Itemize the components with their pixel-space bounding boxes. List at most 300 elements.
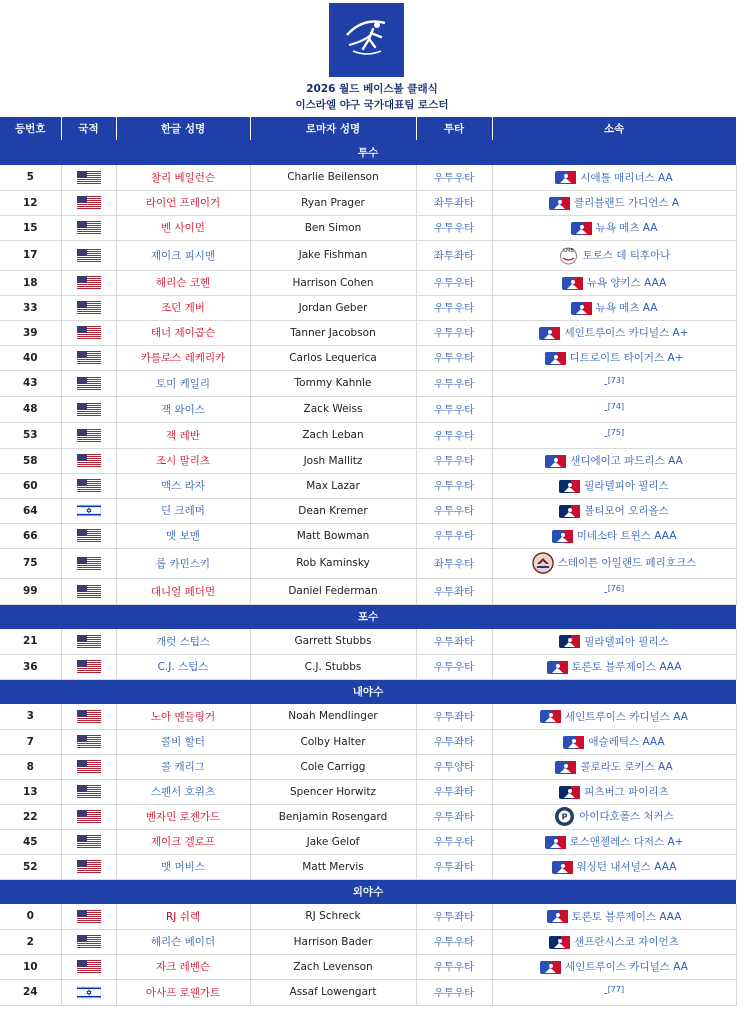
player-number: 39 <box>0 320 61 345</box>
team-name-link[interactable]: 워싱턴 내셔널스 AAA <box>576 861 677 873</box>
team-cell <box>492 779 736 804</box>
player-name-roman: Jake Gelof <box>250 829 416 854</box>
team-cell <box>492 654 736 679</box>
player-name-roman: Matt Bowman <box>250 523 416 548</box>
team-cell <box>492 954 736 979</box>
bats-throws-link[interactable]: 우투우타 <box>416 523 492 548</box>
section-title: 포수 <box>0 604 736 629</box>
mlb-logo-icon <box>545 455 570 467</box>
player-number: 5 <box>0 165 61 190</box>
player-number: 7 <box>0 729 61 754</box>
mlb-logo-icon <box>555 761 580 773</box>
team-name-link[interactable]: 필라델피아 필리스 <box>584 480 669 492</box>
roster-body <box>0 140 736 1005</box>
team-name-link[interactable]: 세인트루이스 카디널스 AA <box>565 710 688 723</box>
table-row <box>0 523 736 548</box>
table-row <box>0 804 736 829</box>
team-cell <box>492 704 736 729</box>
player-number: 45 <box>0 829 61 854</box>
team-name-link[interactable]: 뉴욕 메츠 AA <box>595 222 658 234</box>
team-cell <box>492 370 736 396</box>
mlb-logo-icon <box>540 711 565 723</box>
mlb-logo-icon <box>540 961 565 973</box>
team-name-link[interactable]: 로스앤젤레스 다저스 A+ <box>569 836 684 848</box>
player-name-korean-link[interactable]: 콜 캐리그 <box>116 754 250 779</box>
team-name-link[interactable]: 세인트루이스 카디널스 A+ <box>564 327 689 339</box>
section-header-row <box>0 604 736 629</box>
player-name-korean-link[interactable]: 잭 와이스 <box>116 396 250 422</box>
usa-flag-icon <box>77 197 101 209</box>
player-name-korean-link[interactable]: 잭 레반 <box>116 422 250 448</box>
bats-throws-link[interactable]: 우투우타 <box>416 320 492 345</box>
usa-flag-icon <box>77 861 101 873</box>
bats-throws-link[interactable]: 우투우타 <box>416 165 492 190</box>
player-name-roman: Harrison Bader <box>250 929 416 954</box>
table-row <box>0 729 736 754</box>
mlb-logo-icon <box>552 861 577 873</box>
bats-throws-link[interactable]: 우투우타 <box>416 654 492 679</box>
team-name-link[interactable]: 피츠버그 파이리츠 <box>584 786 669 798</box>
usa-flag-icon <box>77 557 101 569</box>
citation-link[interactable]: [77] <box>607 984 625 994</box>
nationality-cell <box>61 754 116 779</box>
table-row <box>0 954 736 979</box>
player-name-korean-link[interactable]: 콜비 할터 <box>116 729 250 754</box>
mlb-logo-icon <box>562 277 587 289</box>
usa-flag-icon <box>77 429 101 441</box>
nationality-cell <box>61 979 116 1005</box>
player-name-roman: RJ Schreck <box>250 904 416 929</box>
player-name-roman: Charlie Beilenson <box>250 165 416 190</box>
player-name-korean-link[interactable]: 토미 케일리 <box>116 370 250 396</box>
table-row <box>0 240 736 270</box>
player-name-roman: Harrison Cohen <box>250 270 416 295</box>
player-name-korean-link[interactable]: 태너 제이콥슨 <box>116 320 250 345</box>
table-row <box>0 578 736 604</box>
bats-throws-link[interactable]: 좌투우타 <box>416 548 492 578</box>
player-name-korean-link[interactable]: 자크 레벤슨 <box>116 954 250 979</box>
nationality-cell <box>61 345 116 370</box>
mlb-logo-icon <box>545 352 570 364</box>
team-name-link[interactable]: 세인트루이스 카디널스 AA <box>565 961 688 973</box>
team-name-link[interactable]: 클리블랜드 가디언스 A <box>573 197 680 209</box>
usa-flag-icon <box>77 222 101 234</box>
team-name-link[interactable]: 스테이튼 아일랜드 페리호크스 <box>557 557 697 569</box>
bats-throws-link[interactable]: 우투좌타 <box>416 578 492 604</box>
bats-throws-link[interactable]: 우투우타 <box>416 954 492 979</box>
team-name-link[interactable]: - <box>603 378 608 391</box>
table-row <box>0 345 736 370</box>
player-name-korean-link[interactable]: 찰리 베일런슨 <box>116 165 250 190</box>
usa-flag-icon <box>77 811 101 823</box>
mlb-dark-logo-icon <box>559 636 584 648</box>
player-number: 8 <box>0 754 61 779</box>
roster-table <box>0 117 737 1006</box>
table-row <box>0 370 736 396</box>
player-name-korean-link[interactable]: 라이언 프레이거 <box>116 190 250 215</box>
usa-flag-icon <box>77 377 101 389</box>
player-name-roman: Ben Simon <box>250 215 416 240</box>
team-name-link[interactable]: 필라델피아 필리스 <box>584 635 669 648</box>
table-row <box>0 548 736 578</box>
roster-title-line2: 이스라엘 야구 국가대표팀 로스터 <box>295 99 449 111</box>
player-name-roman: Carlos Lequerica <box>250 345 416 370</box>
bats-throws-link[interactable]: 우투우타 <box>416 396 492 422</box>
table-row <box>0 629 736 654</box>
usa-flag-icon <box>77 585 101 597</box>
chukars-logo-icon <box>554 811 579 823</box>
team-cell <box>492 295 736 320</box>
column-header-roman-name: 로마자 성명 <box>250 117 416 140</box>
table-row <box>0 498 736 523</box>
bats-throws-link[interactable]: 우투우타 <box>416 448 492 473</box>
player-number: 2 <box>0 929 61 954</box>
nationality-cell <box>61 523 116 548</box>
ferry-logo-icon <box>532 557 558 569</box>
team-cell <box>492 165 736 190</box>
player-name-roman: Matt Mervis <box>250 854 416 879</box>
section-header-row <box>0 140 736 165</box>
section-title: 외야수 <box>0 879 736 904</box>
team-name-link[interactable]: 뉴욕 양키스 AAA <box>586 277 667 289</box>
team-cell <box>492 979 736 1005</box>
team-cell <box>492 729 736 754</box>
team-name-link[interactable]: - <box>603 404 608 417</box>
section-header-row <box>0 679 736 704</box>
table-row <box>0 320 736 345</box>
bats-throws-link[interactable]: 우투좌타 <box>416 854 492 879</box>
player-name-roman: Daniel Federman <box>250 578 416 604</box>
svg-text:P: P <box>561 812 568 822</box>
player-number: 22 <box>0 804 61 829</box>
player-name-roman: Spencer Horwitz <box>250 779 416 804</box>
citation-link[interactable]: [75] <box>607 427 625 437</box>
bats-throws-link[interactable]: 우투우타 <box>416 422 492 448</box>
player-name-roman: Ryan Prager <box>250 190 416 215</box>
player-name-korean-link[interactable]: 벤 사이먼 <box>116 215 250 240</box>
mlb-logo-icon <box>563 736 588 748</box>
usa-flag-icon <box>77 171 101 183</box>
usa-flag-icon <box>77 455 101 467</box>
player-name-roman: Zach Leban <box>250 422 416 448</box>
player-name-roman: Zack Weiss <box>250 396 416 422</box>
mlb-logo-icon <box>555 172 580 184</box>
player-number: 48 <box>0 396 61 422</box>
column-header-korean-name: 한글 성명 <box>116 117 250 140</box>
player-number: 64 <box>0 498 61 523</box>
player-number: 58 <box>0 448 61 473</box>
player-name-roman: Jake Fishman <box>250 240 416 270</box>
team-cell <box>492 904 736 929</box>
team-cell <box>492 804 736 829</box>
mlb-logo-icon <box>547 661 572 673</box>
nationality-cell <box>61 578 116 604</box>
usa-flag-icon <box>77 327 101 339</box>
bats-throws-link[interactable]: 우투좌타 <box>416 729 492 754</box>
player-name-roman: Cole Carrigg <box>250 754 416 779</box>
team-name-link[interactable]: - <box>603 430 608 443</box>
player-name-roman: Tanner Jacobson <box>250 320 416 345</box>
table-row <box>0 165 736 190</box>
bats-throws-link[interactable]: 우투좌타 <box>416 629 492 654</box>
table-row <box>0 904 736 929</box>
bats-throws-link[interactable]: 우투우타 <box>416 295 492 320</box>
player-name-korean-link[interactable]: 맷 보맨 <box>116 523 250 548</box>
bats-throws-link[interactable]: 우투우타 <box>416 498 492 523</box>
team-cell <box>492 754 736 779</box>
player-name-korean-link[interactable]: 카를로스 레케리카 <box>116 345 250 370</box>
usa-flag-icon <box>77 661 101 673</box>
usa-flag-icon <box>77 249 101 261</box>
table-row <box>0 754 736 779</box>
player-name-korean-link[interactable]: 벤자민 로젠가드 <box>116 804 250 829</box>
mlb-logo-icon <box>549 197 574 209</box>
team-name-link[interactable]: 애슬레틱스 AAA <box>588 736 665 748</box>
bats-throws-link[interactable]: 우투좌타 <box>416 904 492 929</box>
player-number: 0 <box>0 904 61 929</box>
player-name-korean-link[interactable]: 조시 말리츠 <box>116 448 250 473</box>
table-row <box>0 473 736 498</box>
mlb-logo-icon <box>545 836 570 848</box>
player-name-roman: Noah Mendlinger <box>250 704 416 729</box>
player-name-korean-link[interactable]: 해리슨 코헨 <box>116 270 250 295</box>
nationality-cell <box>61 854 116 879</box>
nationality-cell <box>61 396 116 422</box>
israel-flag-icon <box>77 505 101 517</box>
usa-flag-icon <box>77 786 101 798</box>
player-name-roman: Assaf Lowengart <box>250 979 416 1005</box>
team-cell <box>492 829 736 854</box>
nationality-cell <box>61 422 116 448</box>
player-number: 75 <box>0 548 61 578</box>
mlb-dark-logo-icon <box>559 505 584 517</box>
bats-throws-link[interactable]: 우투우타 <box>416 929 492 954</box>
mlb-logo-icon <box>552 530 577 542</box>
table-row <box>0 448 736 473</box>
team-name-link[interactable]: 콜로라도 로키스 AA <box>580 761 673 773</box>
player-name-roman: Josh Mallitz <box>250 448 416 473</box>
bats-throws-link[interactable]: 우투좌타 <box>416 704 492 729</box>
bats-throws-link[interactable]: 우투우타 <box>416 215 492 240</box>
table-header-row <box>0 117 736 140</box>
player-number: 33 <box>0 295 61 320</box>
player-number: 15 <box>0 215 61 240</box>
bats-throws-link[interactable]: 우투우타 <box>416 979 492 1005</box>
israel-flag-icon <box>77 986 101 998</box>
team-cell <box>492 854 736 879</box>
nationality-cell <box>61 498 116 523</box>
nationality-cell <box>61 240 116 270</box>
roster-title-line1: 2026 월드 베이스볼 클래식 <box>306 83 438 95</box>
player-name-korean-link[interactable]: 맷 머비스 <box>116 854 250 879</box>
mlb-dark-logo-icon <box>559 786 584 798</box>
player-number: 36 <box>0 654 61 679</box>
team-name-link[interactable]: 시애틀 매리너스 AA <box>580 171 673 184</box>
player-name-roman: Jordan Geber <box>250 295 416 320</box>
section-title: 내야수 <box>0 679 736 704</box>
table-row <box>0 979 736 1005</box>
team-name-link[interactable]: - <box>603 987 608 1000</box>
player-name-korean-link[interactable]: C.J. 스텁스 <box>116 654 250 679</box>
player-number: 18 <box>0 270 61 295</box>
team-name-link[interactable]: 디트로이트 타이거스 A+ <box>569 352 684 364</box>
team-name-link[interactable]: 뉴욕 메츠 AA <box>595 302 658 314</box>
table-row <box>0 854 736 879</box>
player-number: 60 <box>0 473 61 498</box>
team-name-link[interactable]: 미네소타 트윈스 AAA <box>576 530 677 542</box>
nationality-cell <box>61 548 116 578</box>
israel-baseball-logo-icon <box>329 3 404 77</box>
nationality-cell <box>61 270 116 295</box>
player-number: 53 <box>0 422 61 448</box>
nationality-cell <box>61 215 116 240</box>
bats-throws-link[interactable]: 좌투좌타 <box>416 190 492 215</box>
nationality-cell <box>61 929 116 954</box>
team-cell <box>492 422 736 448</box>
team-name-link[interactable]: 토론토 블루제이스 AAA <box>571 661 682 673</box>
player-name-roman: Garrett Stubbs <box>250 629 416 654</box>
usa-flag-icon <box>77 736 101 748</box>
team-cell <box>492 190 736 215</box>
player-name-korean-link[interactable]: 아사프 로웬가트 <box>116 979 250 1005</box>
nationality-cell <box>61 473 116 498</box>
player-name-roman: Zach Levenson <box>250 954 416 979</box>
team-cell <box>492 523 736 548</box>
player-name-korean-link[interactable]: 제이크 겔로프 <box>116 829 250 854</box>
player-name-roman: Benjamin Rosengard <box>250 804 416 829</box>
usa-flag-icon <box>77 910 101 922</box>
bats-throws-link[interactable]: 우투양타 <box>416 754 492 779</box>
usa-flag-icon <box>77 710 101 722</box>
nationality-cell <box>61 904 116 929</box>
column-header-team: 소속 <box>492 117 736 140</box>
team-name-link[interactable]: 샌디에이고 파드리스 AA <box>570 455 683 467</box>
team-cell <box>492 548 736 578</box>
bats-throws-link[interactable]: 우투좌타 <box>416 779 492 804</box>
citation-link[interactable]: [76] <box>607 583 625 593</box>
section-header-row <box>0 879 736 904</box>
usa-flag-icon <box>77 836 101 848</box>
player-number: 66 <box>0 523 61 548</box>
player-number: 10 <box>0 954 61 979</box>
team-cell <box>492 578 736 604</box>
player-name-roman: Colby Halter <box>250 729 416 754</box>
table-row <box>0 396 736 422</box>
table-row <box>0 215 736 240</box>
table-row <box>0 190 736 215</box>
citation-link[interactable]: [73] <box>607 375 625 385</box>
team-name-link[interactable]: 볼티모어 오리올스 <box>584 505 669 517</box>
usa-flag-icon <box>77 530 101 542</box>
player-name-korean-link[interactable]: RJ 쉬렉 <box>116 904 250 929</box>
nationality-cell <box>61 629 116 654</box>
bats-throws-link[interactable]: 좌투좌타 <box>416 240 492 270</box>
citation-link[interactable]: [74] <box>607 401 625 411</box>
player-number: 52 <box>0 854 61 879</box>
roster-header <box>0 0 744 118</box>
bats-throws-link[interactable]: 우투우타 <box>416 370 492 396</box>
bats-throws-link[interactable]: 우투우타 <box>416 473 492 498</box>
table-row <box>0 929 736 954</box>
nationality-cell <box>61 654 116 679</box>
player-name-korean-link[interactable]: 롭 카민스키 <box>116 548 250 578</box>
table-row <box>0 654 736 679</box>
player-name-korean-link[interactable]: 대니얼 페더먼 <box>116 578 250 604</box>
table-row <box>0 779 736 804</box>
bats-throws-link[interactable]: 우투좌타 <box>416 804 492 829</box>
nationality-cell <box>61 370 116 396</box>
mlb-logo-icon <box>571 222 596 234</box>
player-number: 24 <box>0 979 61 1005</box>
team-name-link[interactable]: 샌프란시스코 자이언츠 <box>574 936 679 948</box>
nationality-cell <box>61 320 116 345</box>
column-header-bats-throws: 투타 <box>416 117 492 140</box>
player-name-roman: Rob Kaminsky <box>250 548 416 578</box>
player-number: 21 <box>0 629 61 654</box>
team-cell <box>492 320 736 345</box>
nationality-cell <box>61 729 116 754</box>
player-name-roman: Dean Kremer <box>250 498 416 523</box>
mlb-logo-icon <box>547 911 572 923</box>
team-cell <box>492 270 736 295</box>
mlb-logo-icon <box>571 302 596 314</box>
team-cell <box>492 215 736 240</box>
player-name-korean-link[interactable]: 스펜서 호위츠 <box>116 779 250 804</box>
bats-throws-link[interactable]: 우투우타 <box>416 270 492 295</box>
player-name-roman: C.J. Stubbs <box>250 654 416 679</box>
player-number: 13 <box>0 779 61 804</box>
player-name-korean-link[interactable]: 노아 멘들링거 <box>116 704 250 729</box>
nationality-cell <box>61 829 116 854</box>
player-name-korean-link[interactable]: 제이크 피시맨 <box>116 240 250 270</box>
player-name-roman: Tommy Kahnle <box>250 370 416 396</box>
nationality-cell <box>61 165 116 190</box>
table-row <box>0 270 736 295</box>
team-cell <box>492 929 736 954</box>
team-name-link[interactable]: 토로스 데 티후아나 <box>582 249 671 261</box>
player-name-korean-link[interactable]: 딘 크레머 <box>116 498 250 523</box>
player-name-korean-link[interactable]: 맥스 라자 <box>116 473 250 498</box>
player-name-korean-link[interactable]: 해리슨 베이더 <box>116 929 250 954</box>
nationality-cell <box>61 448 116 473</box>
bats-throws-link[interactable]: 우투우타 <box>416 345 492 370</box>
column-header-nationality: 국적 <box>61 117 116 140</box>
player-name-korean-link[interactable]: 개럿 스텁스 <box>116 629 250 654</box>
team-name-link[interactable]: 토론토 블루제이스 AAA <box>571 910 682 923</box>
mlb-dark-logo-icon <box>559 480 584 492</box>
mlb-logo-icon <box>539 327 564 339</box>
team-cell <box>492 240 736 270</box>
nationality-cell <box>61 704 116 729</box>
bats-throws-link[interactable]: 우투우타 <box>416 829 492 854</box>
player-number: 3 <box>0 704 61 729</box>
usa-flag-icon <box>77 302 101 314</box>
usa-flag-icon <box>77 277 101 289</box>
player-number: 17 <box>0 240 61 270</box>
player-number: 99 <box>0 578 61 604</box>
player-name-korean-link[interactable]: 조던 게버 <box>116 295 250 320</box>
usa-flag-icon <box>77 480 101 492</box>
player-name-roman: Max Lazar <box>250 473 416 498</box>
table-row <box>0 295 736 320</box>
player-number: 40 <box>0 345 61 370</box>
team-name-link[interactable]: - <box>603 586 608 599</box>
table-row <box>0 704 736 729</box>
team-name-link[interactable]: 아이다호폴스 처커스 <box>579 810 674 823</box>
usa-flag-icon <box>77 761 101 773</box>
nationality-cell <box>61 954 116 979</box>
usa-flag-icon <box>77 936 101 948</box>
